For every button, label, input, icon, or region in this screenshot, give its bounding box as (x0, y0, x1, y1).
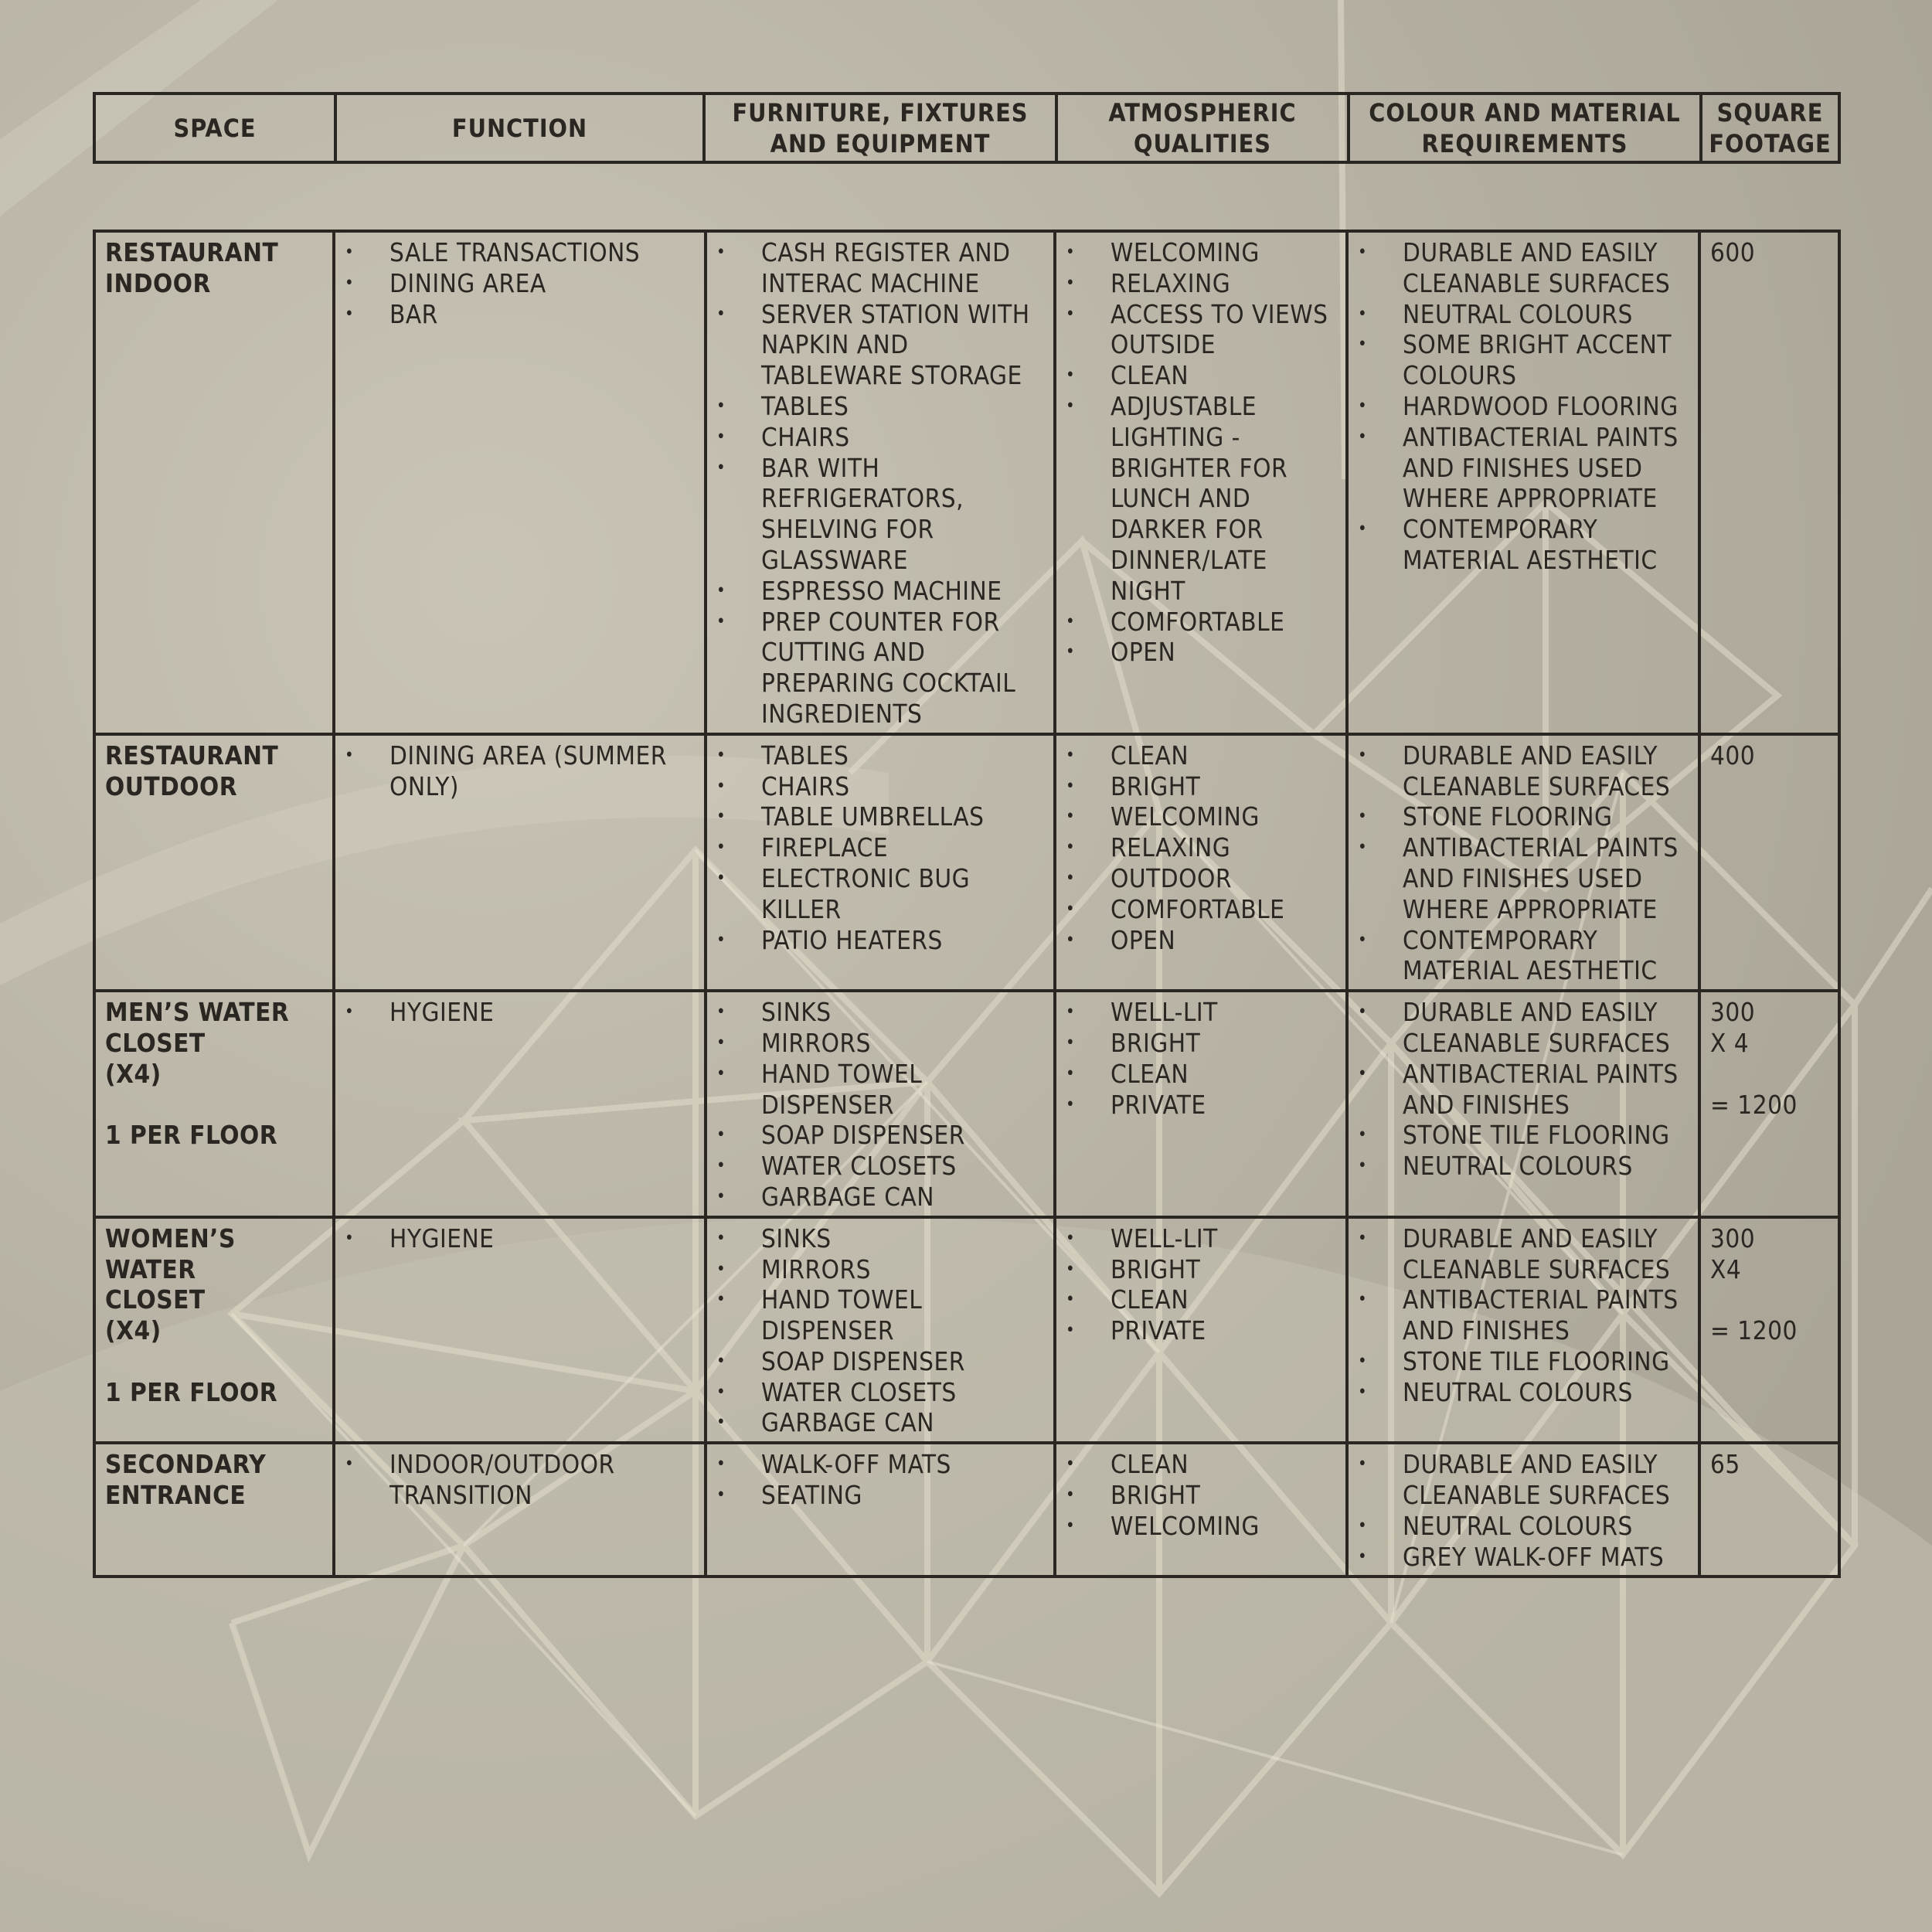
space-line: SECONDARY (105, 1449, 267, 1480)
list-item: • HARDWOOD FLOORING (1358, 391, 1689, 422)
sqft-line: X4 (1710, 1253, 1742, 1284)
list-item: • DURABLE AND EASILY CLEANABLE SURFACES (1358, 237, 1689, 299)
ffe-list (716, 740, 1044, 956)
list-item: • OUTDOOR (1066, 863, 1336, 894)
list-item: • COMFORTABLE (1066, 894, 1336, 925)
list-item: • WELCOMING (1066, 237, 1336, 268)
cell-atmosphere (1055, 991, 1347, 1217)
list-item: • CONTEMPORARY MATERIAL AESTHETIC (1358, 925, 1689, 987)
sqft-line: X 4 (1710, 1027, 1750, 1058)
ffe-list (716, 1449, 1044, 1511)
cell-ffe (706, 1443, 1055, 1577)
space-line: INDOOR (105, 267, 211, 298)
cell-space (94, 1217, 334, 1444)
sqft-line: 300 (1710, 1223, 1756, 1253)
cell-ffe (706, 231, 1055, 734)
table-row (94, 231, 1839, 734)
space-line (105, 1090, 323, 1121)
function-list (345, 740, 695, 802)
list-item: • CLEAN (1066, 1284, 1336, 1315)
list-item: • MIRRORS (716, 1028, 1044, 1059)
list-item: • WATER CLOSETS (716, 1377, 1044, 1408)
header-space: SPACE (94, 94, 335, 162)
list-item: • DURABLE AND EASILY CLEANABLE SURFACES (1358, 997, 1689, 1059)
cell-sqft (1699, 1443, 1839, 1577)
sqft-line: 600 (1710, 237, 1756, 267)
list-item: • BRIGHT (1066, 1254, 1336, 1285)
function-list (345, 997, 695, 1028)
list-item: • BAR WITH REFRIGERATORS, SHELVING FOR GLASSWARE (716, 453, 1044, 576)
list-item: • ELECTRONIC BUG KILLER (716, 863, 1044, 925)
list-item: • STONE TILE FLOORING (1358, 1346, 1689, 1377)
cell-colour (1347, 231, 1699, 734)
cell-ffe (706, 991, 1055, 1217)
list-item: • DINING AREA (SUMMER ONLY) (345, 740, 695, 802)
sqft-line: 400 (1710, 740, 1756, 770)
cell-sqft (1699, 991, 1839, 1217)
list-item: • CLEAN (1066, 740, 1336, 771)
list-item: • INDOOR/OUTDOOR TRANSITION (345, 1449, 695, 1511)
cell-atmosphere (1055, 1443, 1347, 1577)
list-item: • DURABLE AND EASILY CLEANABLE SURFACES (1358, 1223, 1689, 1285)
cell-function (334, 991, 706, 1217)
sqft-line: = 1200 (1710, 1089, 1798, 1120)
atmosphere-list (1066, 1449, 1336, 1541)
list-item: • NEUTRAL COLOURS (1358, 299, 1689, 330)
space-line: OUTDOOR (105, 770, 238, 801)
cell-ffe (706, 1217, 1055, 1444)
list-item: • TABLES (716, 740, 1044, 771)
list-item: • PATIO HEATERS (716, 925, 1044, 956)
table-row (94, 734, 1839, 991)
colour-list (1358, 1223, 1689, 1408)
cell-function (334, 1217, 706, 1444)
list-item: • GARBAGE CAN (716, 1407, 1044, 1438)
sqft-line: 300 (1710, 997, 1756, 1028)
table-row (94, 991, 1839, 1217)
atmosphere-list (1066, 740, 1336, 956)
table-row (94, 1217, 1839, 1444)
space-line: (X4) (105, 1315, 162, 1346)
list-item: • WALK-OFF MATS (716, 1449, 1044, 1480)
ffe-list (716, 1223, 1044, 1439)
program-table (93, 230, 1841, 1578)
space-line: WOMEN’S WATER (105, 1223, 236, 1284)
list-item: • BRIGHT (1066, 1028, 1336, 1059)
sqft-line (1710, 1284, 1828, 1315)
list-item: • RELAXING (1066, 832, 1336, 863)
list-item: • OPEN (1066, 637, 1336, 668)
header-colour: COLOUR AND MATERIAL REQUIREMENTS (1349, 94, 1701, 162)
list-item: • ADJUSTABLE LIGHTING - BRIGHTER FOR LUNCH AND DARKER FOR DINNER/LATE NIGHT (1066, 391, 1336, 607)
list-item: • NEUTRAL COLOURS (1358, 1511, 1689, 1542)
list-item: • ANTIBACTERIAL PAINTS AND FINISHES (1358, 1284, 1689, 1346)
list-item: • SOME BRIGHT ACCENT COLOURS (1358, 329, 1689, 391)
atmosphere-list (1066, 997, 1336, 1120)
function-list (345, 1223, 695, 1254)
space-line: RESTAURANT (105, 237, 279, 267)
ffe-list (716, 237, 1044, 730)
list-item: • DINING AREA (345, 268, 695, 299)
list-item: • DURABLE AND EASILY CLEANABLE SURFACES (1358, 740, 1689, 802)
list-item: • ESPRESSO MACHINE (716, 576, 1044, 607)
list-item: • ANTIBACTERIAL PAINTS AND FINISHES (1358, 1059, 1689, 1121)
list-item: • RELAXING (1066, 268, 1336, 299)
space-line: (X4) (105, 1058, 162, 1089)
cell-atmosphere (1055, 231, 1347, 734)
cell-sqft (1699, 231, 1839, 734)
space-line: CLOSET (105, 1284, 206, 1315)
cell-space (94, 991, 334, 1217)
atmosphere-list (1066, 237, 1336, 668)
list-item: • CONTEMPORARY MATERIAL AESTHETIC (1358, 514, 1689, 576)
list-item: • STONE FLOORING (1358, 801, 1689, 832)
space-line: 1 PER FLOOR (105, 1376, 278, 1407)
list-item: • WELCOMING (1066, 1511, 1336, 1542)
header-table (93, 92, 1841, 164)
space-line: RESTAURANT (105, 740, 279, 770)
cell-space (94, 734, 334, 991)
colour-list (1358, 237, 1689, 576)
list-item: • HAND TOWEL DISPENSER (716, 1284, 1044, 1346)
table-row (94, 1443, 1839, 1577)
cell-colour (1347, 734, 1699, 991)
cell-space (94, 231, 334, 734)
cell-sqft (1699, 1217, 1839, 1444)
list-item: • PREP COUNTER FOR CUTTING AND PREPARING COCKTAIL INGREDIENTS (716, 607, 1044, 730)
space-line: CLOSET (105, 1027, 206, 1058)
cell-function (334, 231, 706, 734)
list-item: • MIRRORS (716, 1254, 1044, 1285)
list-item: • HYGIENE (345, 997, 695, 1028)
list-item: • GREY WALK-OFF MATS (1358, 1542, 1689, 1573)
list-item: • SOAP DISPENSER (716, 1120, 1044, 1151)
list-item: • DURABLE AND EASILY CLEANABLE SURFACES (1358, 1449, 1689, 1511)
list-item: • SEATING (716, 1480, 1044, 1511)
sqft-line: 65 (1710, 1449, 1740, 1480)
list-item: • SINKS (716, 1223, 1044, 1254)
list-item: • TABLES (716, 391, 1044, 422)
list-item: • TABLE UMBRELLAS (716, 801, 1044, 832)
header-ffe: FURNITURE, FIXTURES AND EQUIPMENT (704, 94, 1056, 162)
list-item: • CLEAN (1066, 1059, 1336, 1090)
list-item: • PRIVATE (1066, 1315, 1336, 1346)
list-item: • BRIGHT (1066, 771, 1336, 802)
list-item: • GARBAGE CAN (716, 1182, 1044, 1213)
list-item: • SOAP DISPENSER (716, 1346, 1044, 1377)
list-item: • CHAIRS (716, 771, 1044, 802)
list-item: • NEUTRAL COLOURS (1358, 1151, 1689, 1182)
list-item: • HYGIENE (345, 1223, 695, 1254)
list-item: • SALE TRANSACTIONS (345, 237, 695, 268)
cell-ffe (706, 734, 1055, 991)
cell-colour (1347, 991, 1699, 1217)
list-item: • COMFORTABLE (1066, 607, 1336, 638)
header-sqft: SQUARE FOOTAGE (1701, 94, 1839, 162)
cell-colour (1347, 1217, 1699, 1444)
space-line: 1 PER FLOOR (105, 1120, 278, 1151)
list-item: • PRIVATE (1066, 1090, 1336, 1121)
cell-atmosphere (1055, 734, 1347, 991)
function-list (345, 1449, 695, 1511)
list-item: • STONE TILE FLOORING (1358, 1120, 1689, 1151)
list-item: • CLEAN (1066, 1449, 1336, 1480)
list-item: • SINKS (716, 997, 1044, 1028)
list-item: • ANTIBACTERIAL PAINTS AND FINISHES USED WHERE APPROPRIATE (1358, 832, 1689, 924)
list-item: • WELL-LIT (1066, 1223, 1336, 1254)
list-item: • ANTIBACTERIAL PAINTS AND FINISHES USED WHERE APPROPRIATE (1358, 422, 1689, 514)
header-atmosphere: ATMOSPHERIC QUALITIES (1056, 94, 1349, 162)
cell-atmosphere (1055, 1217, 1347, 1444)
space-line: ENTRANCE (105, 1480, 247, 1511)
cell-function (334, 734, 706, 991)
list-item: • CHAIRS (716, 422, 1044, 453)
list-item: • ACCESS TO VIEWS OUTSIDE (1066, 299, 1336, 361)
list-item: • FIREPLACE (716, 832, 1044, 863)
list-item: • BRIGHT (1066, 1480, 1336, 1511)
colour-list (1358, 1449, 1689, 1572)
list-item: • WELL-LIT (1066, 997, 1336, 1028)
list-item: • NEUTRAL COLOURS (1358, 1377, 1689, 1408)
list-item: • SERVER STATION WITH NAPKIN AND TABLEWARE STORAGE (716, 299, 1044, 391)
colour-list (1358, 740, 1689, 986)
list-item: • WELCOMING (1066, 801, 1336, 832)
list-item: • CLEAN (1066, 360, 1336, 391)
space-line: MEN’S WATER (105, 997, 290, 1028)
list-item: • WATER CLOSETS (716, 1151, 1044, 1182)
list-item: • HAND TOWEL DISPENSER (716, 1059, 1044, 1121)
cell-space (94, 1443, 334, 1577)
list-item: • OPEN (1066, 925, 1336, 956)
list-item: • BAR (345, 299, 695, 330)
function-list (345, 237, 695, 329)
atmosphere-list (1066, 1223, 1336, 1346)
list-item: • CASH REGISTER AND INTERAC MACHINE (716, 237, 1044, 299)
sqft-line: = 1200 (1710, 1315, 1798, 1346)
cell-function (334, 1443, 706, 1577)
header-function: FUNCTION (335, 94, 704, 162)
space-line (105, 1346, 323, 1377)
cell-colour (1347, 1443, 1699, 1577)
cell-sqft (1699, 734, 1839, 991)
sqft-line (1710, 1059, 1828, 1090)
colour-list (1358, 997, 1689, 1182)
ffe-list (716, 997, 1044, 1213)
